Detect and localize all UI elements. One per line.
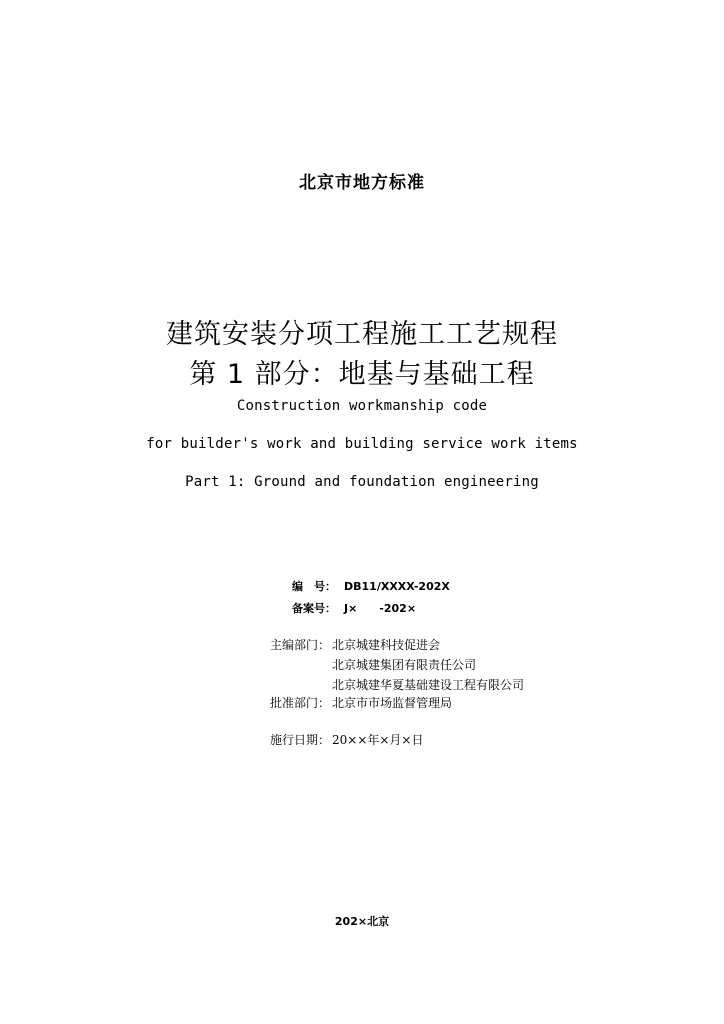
standard-code-value: DB11/XXXX-202X	[344, 580, 450, 593]
standard-code-label: 编 号：	[292, 580, 336, 593]
approving-department-value: 北京市市场监督管理局	[332, 696, 453, 710]
standard-code-row	[292, 578, 450, 594]
editor-department-2: 北京城建集团有限责任公司	[332, 658, 477, 672]
record-number-value: J× -202×	[344, 602, 417, 615]
title-en-line2: for builder's work and building service work items	[146, 436, 578, 452]
editor-department-label: 主编部门：	[270, 638, 331, 652]
effective-date-label: 施行日期：	[270, 733, 331, 747]
approving-department-label: 批准部门：	[270, 696, 331, 710]
approving-department-row	[270, 694, 452, 711]
effective-date-row	[270, 731, 424, 748]
title-en-line3: Part 1: Ground and foundation engineering	[185, 474, 539, 490]
title-zh-line1: 建筑安装分项工程施工工艺规程	[166, 319, 558, 350]
effective-date-value: 20××年×月×日	[332, 733, 424, 747]
record-number-label: 备案号：	[292, 602, 336, 615]
title-en-line1: Construction workmanship code	[236, 398, 488, 414]
footer-year-place: 202×北京	[334, 915, 390, 928]
record-number-row	[292, 600, 416, 616]
local-standard-heading: 北京市地方标准	[299, 173, 425, 193]
editor-department-1: 北京城建科技促进会	[332, 638, 441, 652]
editor-department-row	[270, 636, 440, 653]
editor-department-3: 北京城建华夏基础建设工程有限公司	[332, 678, 525, 692]
title-zh-line2: 第 1 部分：地基与基础工程	[189, 359, 535, 390]
